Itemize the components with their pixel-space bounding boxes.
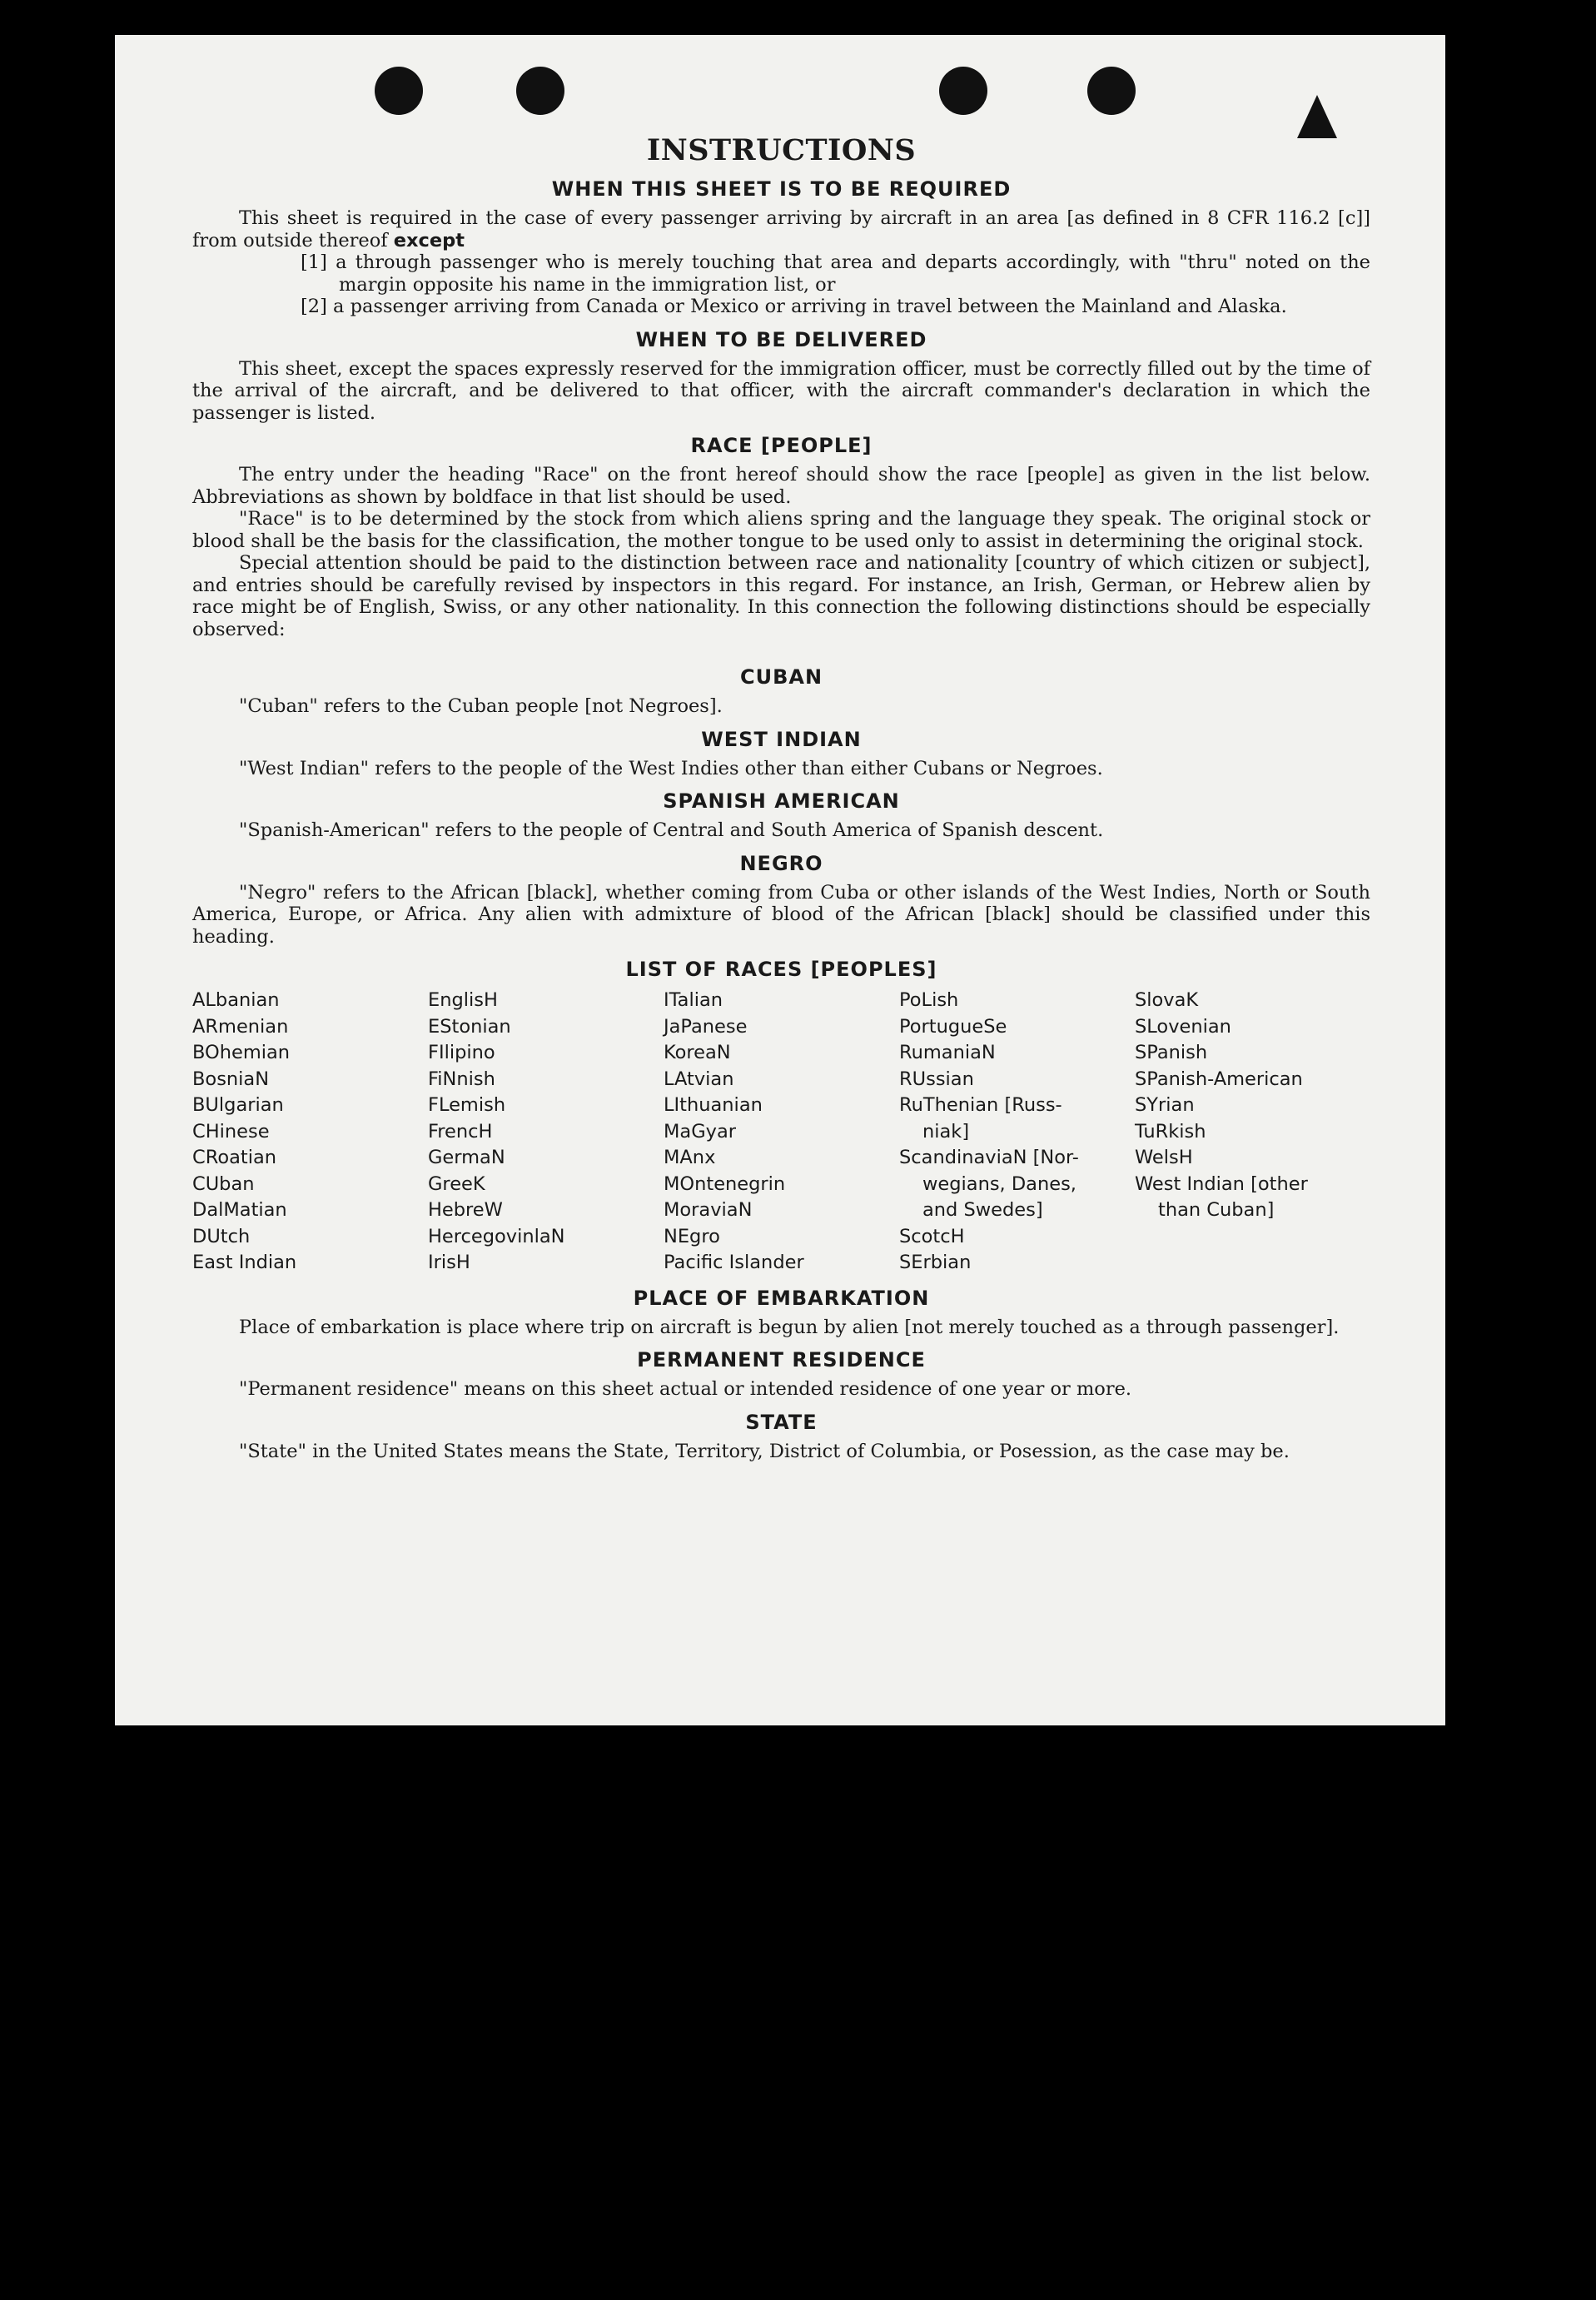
race-item: EStonian — [428, 1015, 511, 1038]
heading-permanent-residence: PERMANENT RESIDENCE — [637, 1348, 926, 1372]
state-text: "State" in the United States means the State, Territory, District of Columbia, or Posession, as the case may be. — [239, 1440, 1290, 1462]
race-item: West Indian [other — [1135, 1172, 1308, 1195]
race-item: EnglisH — [428, 989, 498, 1011]
race-item: RuThenian [Russ- — [899, 1094, 1062, 1116]
race-item: SLovenian — [1135, 1015, 1231, 1038]
heading-list-of-races: LIST OF RACES [PEOPLES] — [625, 958, 937, 981]
race-item: ARmenian — [192, 1015, 289, 1038]
race-item: HebreW — [428, 1199, 503, 1221]
embarkation-text: Place of embarkation is place where trip on aircraft is begun by alien [not merely touched as a through passenger]. — [239, 1316, 1340, 1338]
races-list — [192, 988, 1370, 1277]
instructions-content — [192, 133, 1370, 1462]
heading-west-indian: WEST INDIAN — [701, 727, 862, 751]
negro-text: "Negro" refers to the African [black], whether coming from Cuba or other islands of the West Indies, North or South America, Europe, or Africa. Any alien with admixture of blood of the African [black] should be classified under this heading. — [192, 881, 1370, 948]
race-item: NEgro — [664, 1225, 720, 1247]
heading-state: STATE — [745, 1410, 818, 1434]
race-item: SlovaK — [1135, 989, 1199, 1011]
triangle-mark-icon — [1297, 95, 1337, 138]
spanish-american-text: "Spanish-American" refers to the people of Central and South America of Spanish descent. — [239, 819, 1104, 841]
race-item: BOhemian — [192, 1042, 291, 1063]
race-item: SPanish-American — [1135, 1068, 1303, 1090]
race-item: RUssian — [899, 1068, 974, 1090]
race-item: GreeK — [428, 1172, 485, 1195]
race-item: MaGyar — [664, 1120, 736, 1143]
cuban-text: "Cuban" refers to the Cuban people [not Negroes]. — [239, 695, 723, 717]
race-item: niak] — [922, 1120, 970, 1143]
page-title: INSTRUCTIONS — [646, 133, 917, 167]
race-paragraph-2: "Race" is to be determined by the stock from which aliens spring and the language they speak. The original stock or blood shall be the basis for the classification, the mother tongue to be used only to assist in determining the original stock. — [192, 508, 1370, 552]
race-item: JaPanese — [664, 1015, 748, 1038]
race-item: DUtch — [192, 1225, 251, 1247]
race-item: TuRkish — [1135, 1120, 1206, 1143]
race-item: LIthuanian — [664, 1094, 763, 1116]
west-indian-text: "West Indian" refers to the people of the West Indies other than either Cubans or Negroes. — [239, 757, 1103, 779]
race-item: IrisH — [428, 1252, 470, 1273]
race-item: HercegovinlaN — [428, 1225, 565, 1247]
race-item: FiNnish — [428, 1068, 495, 1090]
races-column-2 — [428, 988, 664, 1277]
race-item: FIlipino — [428, 1042, 495, 1063]
race-item: East Indian — [192, 1252, 297, 1273]
race-item: SPanish — [1135, 1042, 1208, 1063]
when-delivered-text: This sheet, except the spaces expressly reserved for the immigration officer, must be correctly filled out by the time of the arrival of the aircraft, and be delivered to that officer, with the aircraft commander's declaration in which the passenger is listed. — [192, 357, 1370, 424]
race-item: ScandinaviaN [Nor- — [899, 1147, 1079, 1168]
permanent-residence-text: "Permanent residence" means on this sheet actual or intended residence of one year or more. — [239, 1378, 1132, 1400]
race-item: CUban — [192, 1172, 255, 1195]
race-item: FrencH — [428, 1120, 493, 1143]
race-item: ITalian — [664, 989, 723, 1011]
race-item: LAtvian — [664, 1068, 734, 1090]
heading-when-delivered: WHEN TO BE DELIVERED — [635, 327, 927, 351]
race-item: BosniaN — [192, 1068, 270, 1090]
punch-hole-icon — [939, 67, 987, 115]
race-item: BUlgarian — [192, 1094, 284, 1116]
race-item: DalMatian — [192, 1199, 287, 1221]
punch-hole-icon — [516, 67, 564, 115]
race-item: FLemish — [428, 1094, 506, 1116]
race-paragraph-1: The entry under the heading "Race" on the front hereof should show the race [people] as given in the list below. Abbreviations as shown by boldface in that list should be used. — [192, 464, 1370, 508]
race-item: SYrian — [1135, 1094, 1195, 1116]
heading-negro: NEGRO — [739, 851, 823, 875]
heading-cuban: CUBAN — [739, 665, 823, 689]
race-item: PortugueSe — [899, 1015, 1007, 1038]
race-item: wegians, Danes, — [922, 1172, 1076, 1195]
race-item: MAnx — [664, 1147, 716, 1168]
except-keyword: except — [393, 229, 465, 251]
race-item: ALbanian — [192, 989, 280, 1011]
race-item: MOntenegrin — [664, 1172, 786, 1195]
when-required-item-1: [1] a through passenger who is merely touching that area and departs accordingly, with "thru" noted on the margin opposite his name in the immigration list, or — [301, 251, 1370, 296]
race-item: RumaniaN — [899, 1042, 996, 1063]
heading-spanish-american: SPANISH AMERICAN — [663, 789, 900, 813]
race-item: Pacific Islander — [664, 1252, 804, 1273]
when-required-intro: This sheet is required in the case of every passenger arriving by aircraft in an area [as defined in 8 CFR 116.2 [c]] from outside thereof except — [192, 207, 1370, 251]
race-item: GermaN — [428, 1147, 505, 1168]
race-item: KoreaN — [664, 1042, 731, 1063]
race-item: PoLish — [899, 989, 959, 1011]
races-column-1 — [192, 988, 428, 1277]
document-sheet — [115, 35, 1445, 1725]
races-column-5 — [1135, 988, 1370, 1277]
race-item: WelsH — [1135, 1147, 1193, 1168]
race-item: and Swedes] — [922, 1199, 1043, 1221]
races-column-3 — [664, 988, 899, 1277]
races-column-4 — [899, 988, 1135, 1277]
race-paragraph-3: Special attention should be paid to the distinction between race and nationality [country of which citizen or subject], and entries should be carefully revised by inspectors in this regard. For instance, an Irish, German, or Hebrew alien by race might be of English, Swiss, or any other nationality. In this connection the following distinctions should be especially observed: — [192, 552, 1370, 640]
race-item: CRoatian — [192, 1147, 277, 1168]
punch-hole-icon — [375, 67, 423, 115]
when-required-item-2: [2] a passenger arriving from Canada or Mexico or arriving in travel between the Mainland and Alaska. — [301, 296, 1287, 317]
punch-hole-icon — [1087, 67, 1136, 115]
heading-race: RACE [PEOPLE] — [690, 434, 873, 457]
race-item: ScotcH — [899, 1225, 965, 1247]
race-item: CHinese — [192, 1120, 270, 1143]
race-item: than Cuban] — [1158, 1199, 1275, 1221]
race-item: MoraviaN — [664, 1199, 753, 1221]
heading-when-required: WHEN THIS SHEET IS TO BE REQUIRED — [551, 177, 1012, 201]
heading-embarkation: PLACE OF EMBARKATION — [633, 1286, 930, 1310]
race-item: SErbian — [899, 1252, 972, 1273]
